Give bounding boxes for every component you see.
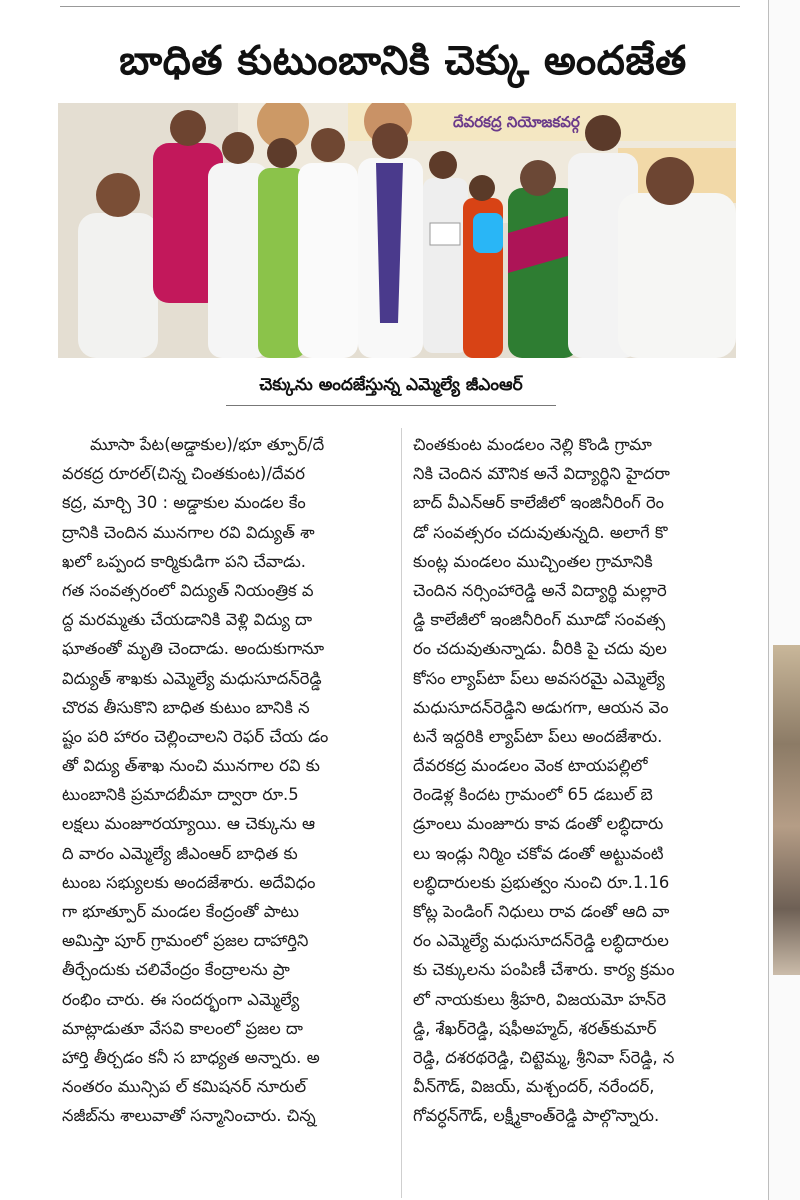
headline: బాధిత కుటుంబానికి చెక్కు అందజేత: [119, 38, 687, 84]
article-text-line: ఖలో ఒప్పంద కార్మికుడిగా పని చేవాడు.: [62, 551, 306, 571]
article-text-line: బాద్ వీఎన్ఆర్ కాలేజీలో ఇంజినీరింగ్ రెం: [413, 493, 664, 513]
article-text-line: చింతకుంట మండలం నెల్లి కొండి గ్రామా: [413, 435, 652, 454]
article-text-line: డ్డి కాలేజీలో ఇంజినీరింగ్ మూడో సంవత్స: [413, 610, 666, 630]
article-text-line: ద్రానికి చెందిన మునగాల రవి విద్యుత్ శా: [62, 522, 315, 542]
article-text-line: వరకద్ర రూరల్(చిన్న చింతకుంట)/దేవర: [62, 464, 305, 484]
article-text-line: ది వారం ఎమ్మెల్యే జీఎంఆర్ బాధిత కు: [62, 843, 298, 863]
article-text-line: రెండెళ్ల కిందట గ్రామంలో 65 డబుల్ బె: [413, 785, 653, 805]
news-photo: [58, 103, 736, 358]
article-text-line: టుంబానికి ప్రమాదబీమా ద్వారా రూ.5: [62, 785, 299, 805]
news-photo-illustration: [58, 103, 736, 358]
article-text-line: గోవర్ధన్‌గౌడ్, లక్ష్మీకాంత్‌రెడ్డి పాల్గొన్నారు.: [413, 1106, 660, 1126]
article-text-line: విద్యుత్ శాఖకు ఎమ్మెల్యే మధుసూదన్‌రెడ్డి: [62, 668, 322, 688]
stage-banner-text: దేవరకద్ర నియోజకవర్గ: [453, 113, 580, 131]
article-text-line: చొరవ తీసుకొని బాధిత కుటుం బానికి న: [62, 697, 310, 717]
article-text-line: గత సంవత్సరంలో విద్యుత్ నియంత్రిక వ: [62, 580, 314, 600]
adjacent-column-strip: [768, 0, 800, 1200]
article-text-line: హార్తి తీర్చడం కనీ స బాధ్యత అన్నారు. అ: [62, 1047, 320, 1067]
article-text-line: మాట్లాడుతూ వేసవి కాలంలో ప్రజల దా: [62, 1018, 303, 1038]
article-text-line: టనే ఇద్దరికి ల్యాప్‌టా ప్‌లు అందజేశారు.: [413, 726, 663, 746]
article-text-line: లో నాయకులు శ్రీహరి, విజయమో హన్‌రె: [413, 989, 667, 1009]
article-text-line: టుంబ సభ్యులకు అందజేశారు. అదేవిధం: [62, 872, 316, 892]
article-text-line: రంభిం చారు. ఈ సందర్భంగా ఎమ్మెల్యే: [62, 989, 300, 1009]
article-text-line: కద్ర, మార్చి 30 : అడ్డాకుల మండల కేం: [62, 493, 306, 513]
article-text-line: నికి చెందిన మౌనిక అనే విద్యార్థిని హైదరా: [413, 464, 670, 484]
column-divider: [401, 428, 402, 1198]
article-text-line: నంతరం మున్సిప ల్ కమిషనర్ నూరుల్: [62, 1077, 307, 1097]
article-text-line: ఘాతంతో మృతి చెందాడు. అందుకుగానూ: [62, 639, 325, 659]
top-border-rule: [60, 0, 740, 7]
article-text-line: మూసా పేట(అడ్డాకుల)/భూ త్పూర్/దే: [90, 435, 325, 454]
article-text-line: కుంట్ల మండలం ముచ్చింతల గ్రామానికి: [413, 551, 653, 571]
article-text-line: రం చదువుతున్నాడు. వీరికి పై చదు వుల: [413, 639, 667, 659]
article-column-left: [62, 430, 400, 1131]
article-text-line: అమిస్తా పూర్ గ్రామంలో ప్రజల దాహార్తిని: [62, 931, 309, 951]
article-text-line: కోసం ల్యాప్‌టా ప్‌లు అవసరమై ఎమ్మెల్యే: [413, 668, 665, 688]
adjacent-photo-fragment: [773, 645, 800, 975]
caption-underline: [226, 405, 556, 406]
article-text-line: డో సంవత్సరం చదువుతున్నది. అలాగే కొ: [413, 522, 668, 542]
article-text-line: డ్రూంలు మంజూరు కావ డంతో లబ్ధిదారు: [413, 814, 664, 834]
article-text-line: లు ఇండ్లు నిర్మిం చకోవ డంతో అట్టువంటి: [413, 843, 664, 863]
article-text-line: మధుసూదన్‌రెడ్డిని అడుగగా, ఆయన వెం: [413, 697, 669, 717]
article-text-line: తో విద్యు త్‌శాఖ నుంచి మునగాల రవి కు: [62, 756, 320, 776]
article-text-line: డ్డి, శేఖర్‌రెడ్డి, షఫీఅహ్మద్, శరత్‌కుమార్: [413, 1018, 657, 1038]
photo-caption: చెక్కును అందజేస్తున్న ఎమ్మెల్యే జీఎంఆర్: [259, 375, 523, 395]
article-text-line: కు చెక్కులను పంపిణీ చేశారు. కార్య క్రమం: [413, 960, 675, 980]
article-text-line: ద్ద మరమ్మతు చేయడానికి వెళ్లి విద్యు దా: [62, 610, 313, 630]
article-text-line: లక్షలు మంజూరయ్యాయి. ఆ చెక్కును ఆ: [62, 814, 316, 834]
article-text-line: దేవరకద్ర మండలం వెంక టాయపల్లిలో: [413, 756, 648, 776]
article-text-line: తీర్చేందుకు చలివేంద్రం కేంద్రాలను ప్రా: [62, 960, 290, 980]
article-column-right: [413, 430, 751, 1131]
article-text-line: చెందిన నర్సింహారెడ్డి అనే విద్యార్థి మల్లారె: [413, 580, 667, 600]
article-text-line: నజీబ్‌ను శాలువాతో సన్మానించారు. చిన్న: [62, 1106, 316, 1126]
article-text-line: కోట్ల పెండింగ్ నిధులు రావ డంతో ఆది వా: [413, 902, 670, 921]
article-text-line: గా భూత్పూర్ మండల కేంద్రంతో పాటు: [62, 902, 299, 921]
article-text-line: ష్టం పరి హారం చెల్లించాలని రెఫర్ చేయ డం: [62, 726, 329, 746]
article-text-line: లబ్ధిదారులకు ప్రభుత్వం నుంచి రూ.1.16: [413, 872, 670, 892]
article-text-line: వీన్‌గౌడ్, విజయ్, మశ్చందర్, నరేందర్,: [413, 1077, 655, 1097]
article-text-line: రం ఎమ్మెల్యే మధుసూదన్‌రెడ్డి లబ్ధిదారుల: [413, 931, 669, 951]
article-text-line: రెడ్డి, దశరథరెడ్డి, చిట్టెమ్మ, శ్రీనివా స్‌రెడ్డి, న: [413, 1047, 675, 1067]
